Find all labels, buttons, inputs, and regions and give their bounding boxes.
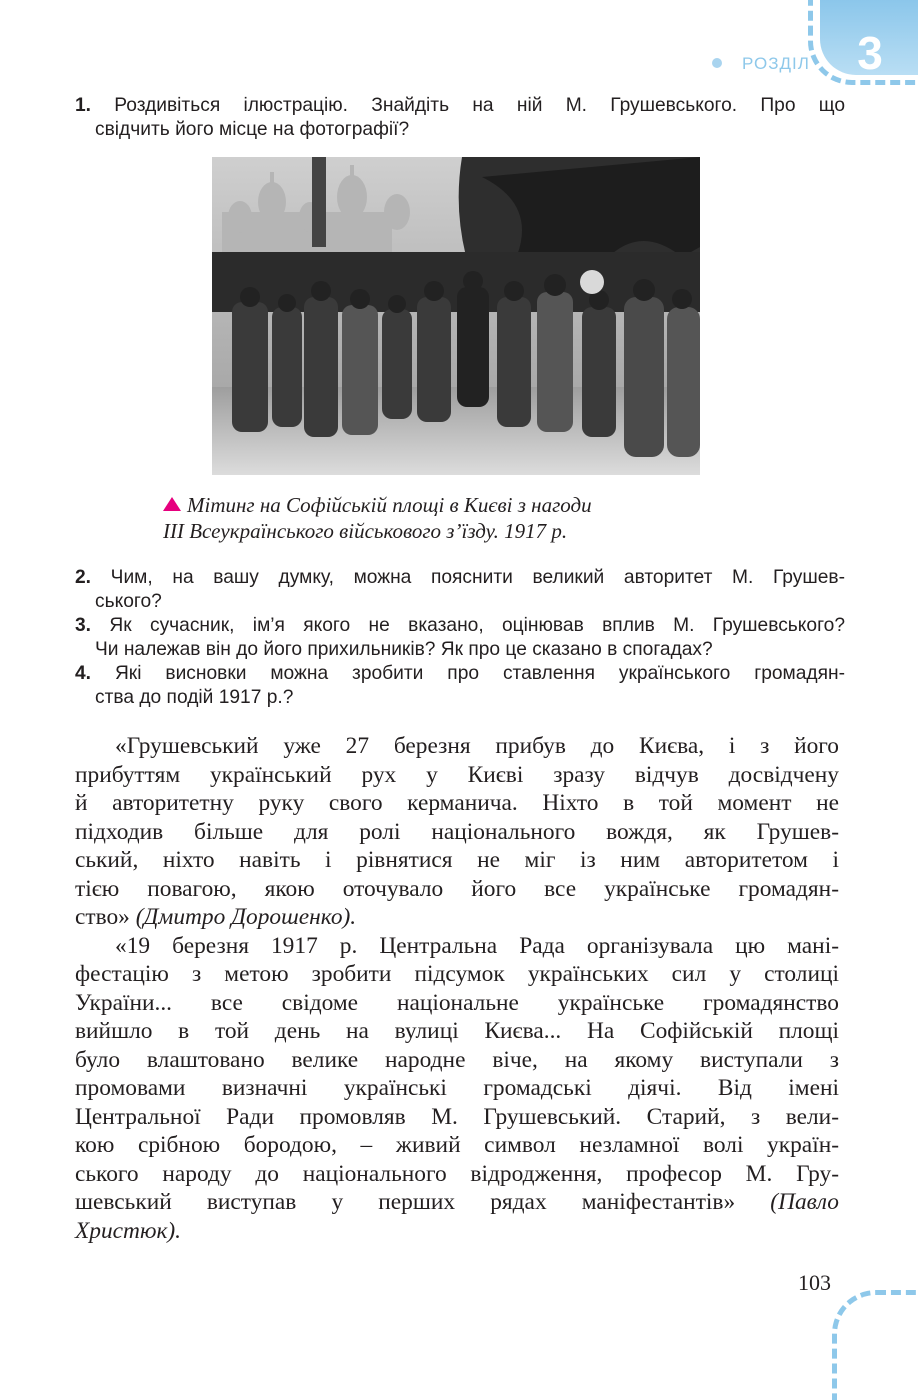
page-number: 103: [798, 1270, 831, 1295]
question-text: Чи належав він до його прихильників? Як про це сказано в спогадах?: [95, 639, 713, 660]
question-1: [75, 94, 845, 142]
question-text: Роздивіться ілюстрацію. Знайдіть на ній М. Грушевського. Про що: [114, 95, 845, 116]
quote-paragraph-2: [75, 932, 839, 1246]
caption-line: Мітинг на Софійській площі в Києві з нагоди: [187, 493, 592, 517]
text-line: прибуттям український рух у Києві зразу відчув досвідчену: [75, 761, 839, 788]
text-line: ський, ніхто навіть і рівнятися не міг із ним авторитетом і: [75, 847, 839, 873]
question-number: 1.: [75, 95, 92, 116]
question-3: [75, 614, 845, 662]
text-line: [75, 1188, 839, 1217]
quote-source: Христюк).: [75, 1217, 182, 1244]
text-line: промовами визначні українські громадські діячі. Від імені: [75, 1075, 839, 1101]
text-line-content: ство»: [75, 904, 136, 930]
question-text: Чим, на вашу думку, можна пояснити великий авторитет М. Грушев-: [110, 567, 845, 588]
bullet-dot-icon: [712, 58, 722, 68]
text-line: й авторитетну руку свого керманича. Ніхто в той момент не: [75, 790, 839, 816]
section-label: РОЗДІЛ: [742, 54, 810, 73]
quote-source: (Павло: [770, 1189, 839, 1215]
question-number: 4.: [75, 663, 92, 684]
question-2: [75, 566, 845, 614]
photo-caption: [163, 492, 763, 544]
question-text: Як сучасник, ім’я якого не вказано, оцінював вплив М. Грушевського?: [109, 615, 845, 636]
text-line-content: шевський виступав у перших рядах маніфестантів»: [75, 1189, 771, 1215]
question-text: ства до подій 1917 р.?: [95, 687, 294, 708]
caption-line: ІІІ Всеукраїнського військового з’їзду. 1917 р.: [163, 519, 568, 543]
text-line: вийшло в той день на вулиці Києва... На Софійській площі: [75, 1018, 839, 1044]
rally-photo-illustration: [212, 157, 700, 475]
text-line: Центральної Ради промовляв М. Грушевський. Старий, з вели-: [75, 1103, 839, 1130]
text-line: «Грушевський уже 27 березня прибув до Києва, і з його: [115, 733, 839, 759]
text-line: було влаштовано велике народне віче, на якому виступали з: [75, 1046, 839, 1073]
question-text: ського?: [95, 591, 162, 612]
text-line: тією повагою, якою оточувало його все українське громадян-: [75, 875, 839, 902]
quotation-text: [75, 732, 839, 1245]
text-line: підходив більше для ролі національного вождя, як Грушев-: [75, 818, 839, 845]
text-line: [75, 903, 839, 932]
text-line: фестацію з метою зробити підсумок українських сил у столиці: [75, 961, 839, 987]
question-number: 2.: [75, 567, 92, 588]
historical-photo: [212, 157, 700, 475]
quote-paragraph-1: [75, 732, 839, 932]
section-number: 3: [857, 27, 883, 79]
question-4: [75, 662, 845, 710]
question-number: 3.: [75, 615, 92, 636]
text-line: ського народу до національного відродження, професор М. Гру-: [75, 1160, 839, 1187]
question-text: свідчить його місце на фотографії?: [95, 119, 410, 140]
text-line: України... все свідоме національне українське громадянство: [75, 989, 839, 1016]
caption-triangle-icon: [163, 497, 181, 511]
question-text: Які висновки можна зробити про ставлення українського громадян-: [114, 663, 845, 684]
text-line: [75, 1217, 839, 1246]
text-line: «19 березня 1917 р. Центральна Рада організувала цю мані-: [115, 932, 839, 959]
quote-source: (Дмитро Дорошенко).: [135, 904, 357, 930]
corner-dashed-decoration: [832, 1290, 918, 1400]
text-line: кою срібною бородою, – живий символ незламної волі україн-: [75, 1132, 839, 1158]
